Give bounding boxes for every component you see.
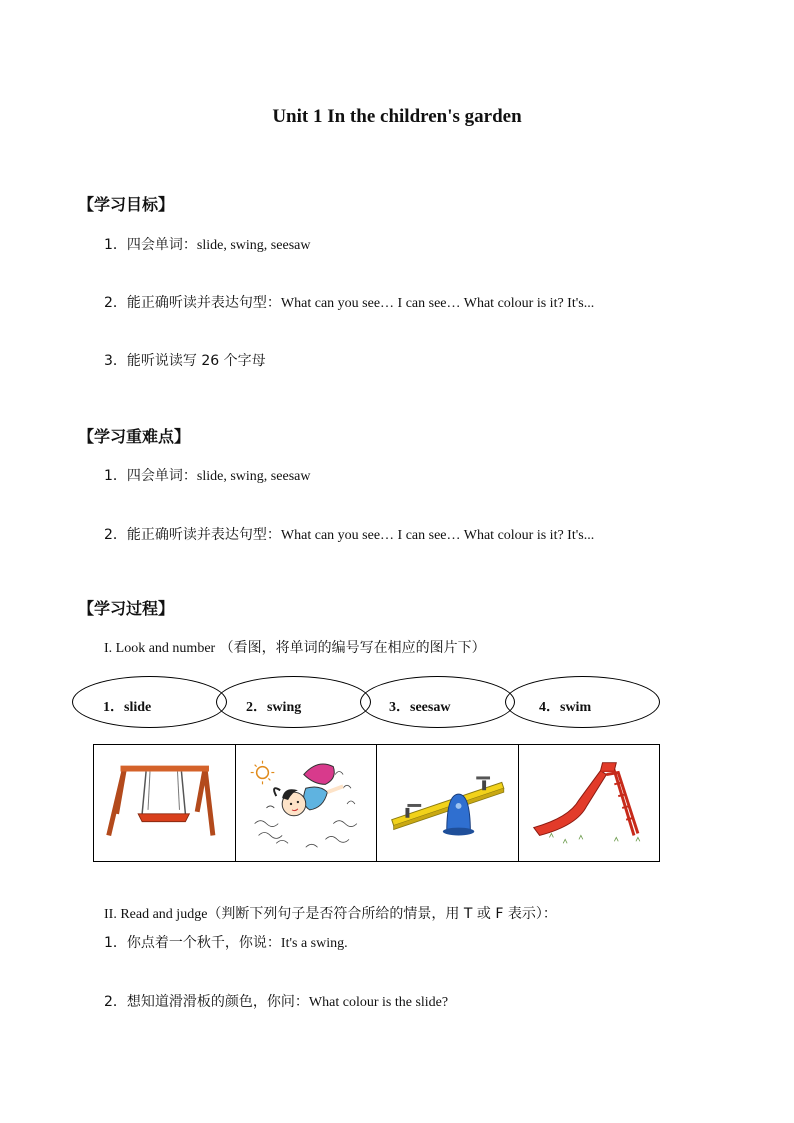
picture-cell-1 — [94, 745, 236, 861]
key-point-item-2 — [104, 524, 594, 544]
item-number: 2． — [104, 994, 127, 1010]
word-label-seesaw: 3．seesaw — [389, 700, 451, 715]
objective-item-2 — [104, 292, 594, 312]
item-text-en: slide, swing, seesaw — [196, 469, 311, 484]
word-label-slide: 1．slide — [103, 700, 152, 715]
item-text-zh: 想知道滑滑板的颜色，你问： — [126, 994, 309, 1010]
picture-cell-3 — [377, 745, 519, 861]
item-text-zh: 四会单词： — [126, 468, 197, 484]
picture-cell-2 — [236, 745, 378, 861]
swimming-girl-picture — [236, 745, 377, 861]
picture-table — [93, 744, 660, 862]
instruction-zh: （看图，将单词的编号写在相应的图片下） — [219, 640, 486, 656]
slide-picture — [519, 745, 660, 861]
item-text-en: slide, swing, seesaw — [196, 238, 311, 253]
objective-item-3 — [104, 350, 266, 370]
instruction-zh: （判断下列句子是否符合所给的情景，用 T 或 F 表示）： — [207, 906, 557, 922]
picture-cell-4 — [519, 745, 660, 861]
page-title: Unit 1 In the children's garden — [272, 106, 522, 127]
section-heading-key-points: 【学习重难点】 — [78, 427, 191, 446]
swing-set-picture — [94, 745, 235, 861]
instruction-en: I. Look and number — [104, 641, 216, 656]
item-text-en: What colour is the slide? — [308, 995, 449, 1010]
exercise-2-instruction — [104, 903, 557, 923]
item-text-zh: 能正确听读并表达句型： — [126, 527, 281, 543]
seesaw-picture — [377, 745, 518, 861]
instruction-en: II. Read and judge — [104, 907, 208, 922]
item-text-zh: 能听说读写 26 个字母 — [126, 353, 266, 369]
item-number: 2． — [104, 295, 127, 311]
item-number: 1． — [104, 237, 127, 253]
judge-item-1 — [104, 932, 348, 952]
word-label-swim: 4．swim — [539, 700, 592, 715]
word-label-swing: 2．swing — [246, 700, 302, 715]
judge-item-2 — [104, 991, 448, 1011]
section-heading-process: 【学习过程】 — [78, 599, 175, 618]
item-number: 3． — [104, 353, 127, 369]
item-text-zh: 能正确听读并表达句型： — [126, 295, 281, 311]
item-text-en: What can you see… I can see… What colour is it? It's... — [280, 296, 595, 311]
item-text-zh: 四会单词： — [126, 237, 197, 253]
section-heading-objectives: 【学习目标】 — [78, 195, 175, 214]
item-number: 1． — [104, 935, 127, 951]
key-point-item-1 — [104, 465, 310, 485]
item-text-en: It's a swing. — [280, 936, 348, 951]
item-number: 1． — [104, 468, 127, 484]
item-text-en: What can you see… I can see… What colour is it? It's... — [280, 528, 595, 543]
exercise-1-instruction — [104, 637, 486, 657]
item-number: 2． — [104, 527, 127, 543]
objective-item-1 — [104, 234, 310, 254]
item-text-zh: 你点着一个秋千，你说： — [126, 935, 281, 951]
